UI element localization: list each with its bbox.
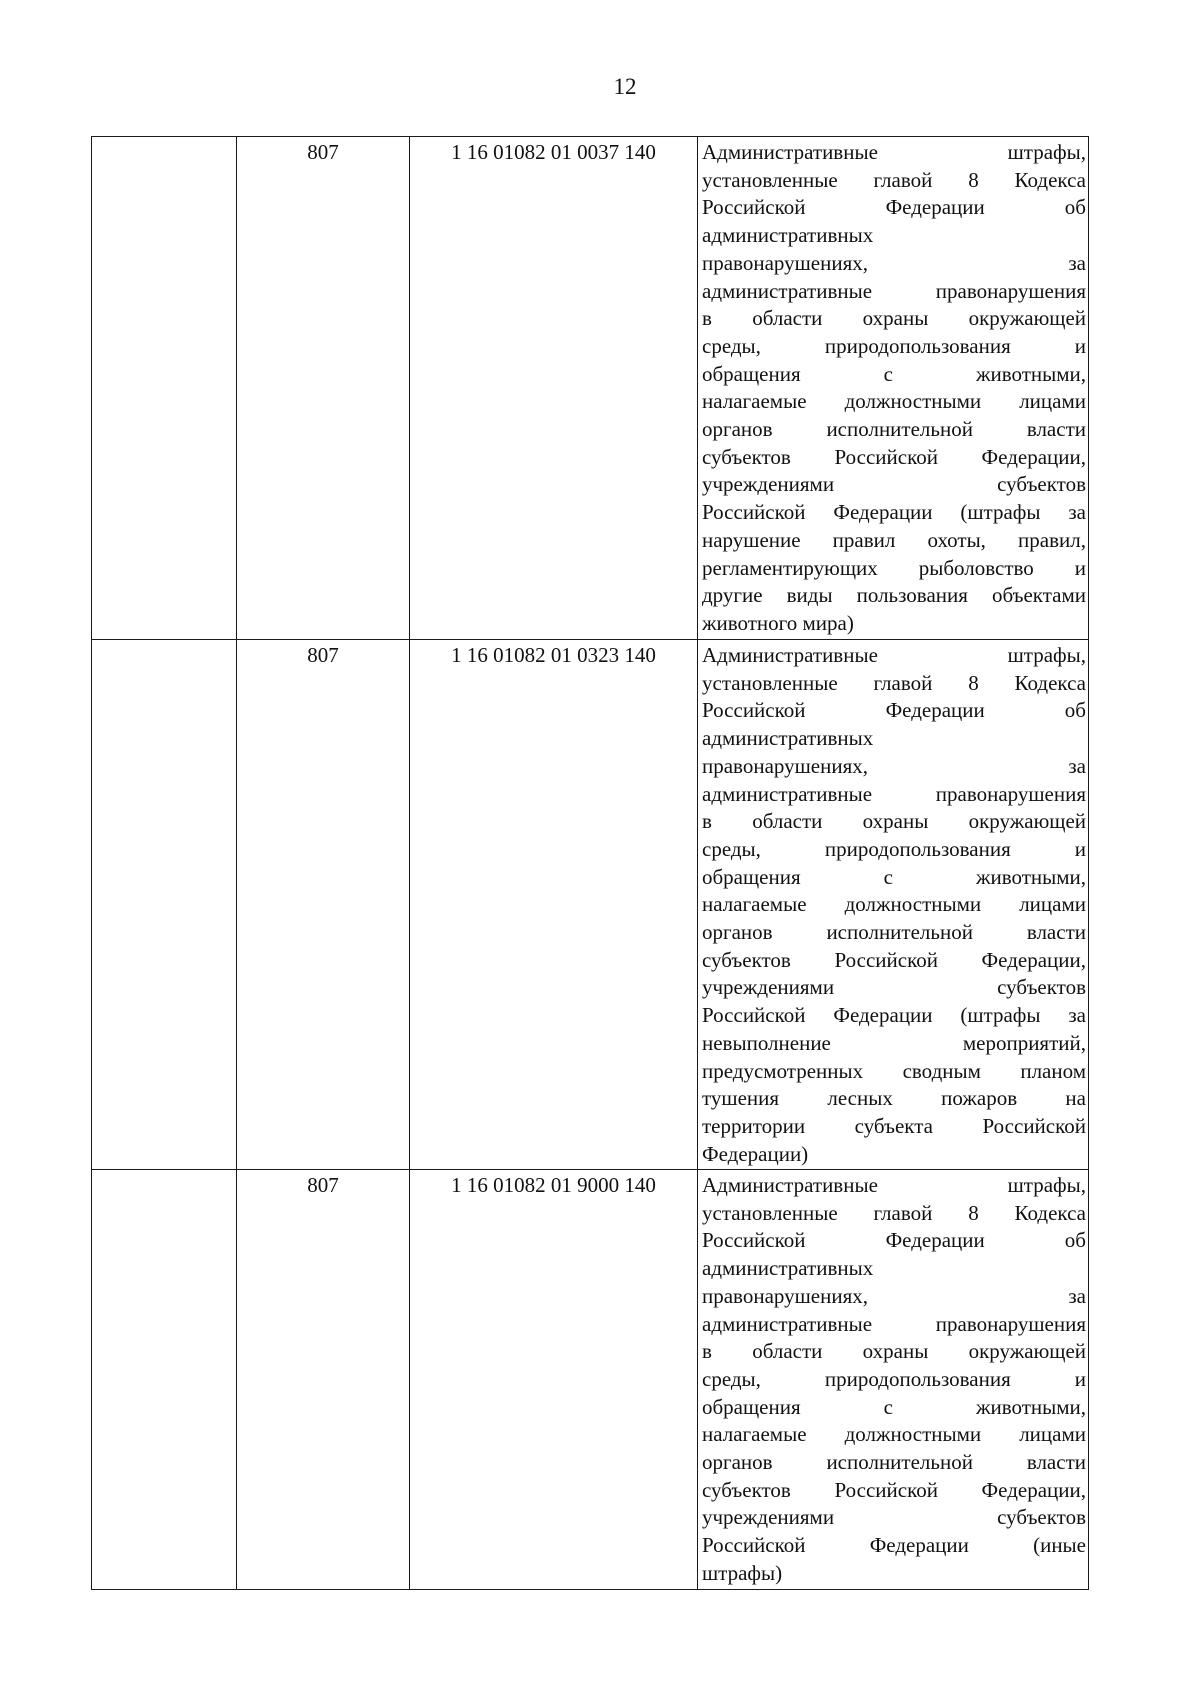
admin-code-cell: 807	[237, 137, 410, 640]
description-line: среды, природопользования и	[702, 836, 1086, 861]
description-line: установленные главой 8 Кодекса	[702, 1200, 1086, 1225]
description-line: Административные штрафы,	[702, 140, 1086, 164]
row-number-cell	[92, 640, 237, 1170]
table-body	[92, 137, 1089, 1590]
description-line: штрафы)	[702, 1560, 783, 1585]
description-line: налагаемые должностными лицами	[702, 389, 1086, 414]
description-line: налагаемые должностными лицами	[702, 892, 1086, 917]
description-line: другие виды пользования объектами	[702, 583, 1086, 608]
description-line: учреждениями субъектов	[702, 472, 1086, 497]
row-number-cell	[92, 1170, 237, 1590]
table-row	[92, 137, 1089, 640]
description-line: обращения с животными,	[702, 864, 1086, 889]
description-line: административные правонарушения	[702, 1311, 1086, 1336]
description-line: установленные главой 8 Кодекса	[702, 670, 1086, 695]
description-line: тушения лесных пожаров на	[702, 1086, 1086, 1111]
description-line: субъектов Российской Федерации,	[702, 1477, 1086, 1502]
description-line: Российской Федерации (штрафы за	[702, 1003, 1086, 1028]
description-line: обращения с животными,	[702, 361, 1086, 386]
description-line: административные правонарушения	[702, 278, 1086, 303]
description-line: административных	[702, 223, 874, 248]
description-line: административных	[702, 1256, 874, 1281]
kbk-code-cell: 1 16 01082 01 9000 140	[410, 1170, 698, 1590]
description-line: нарушение правил охоты, правил,	[702, 527, 1086, 552]
description-line: правонарушениях, за	[702, 753, 1086, 778]
row-number-cell	[92, 137, 237, 640]
description-cell	[698, 137, 1089, 640]
description-line: невыполнение мероприятий,	[702, 1030, 1086, 1055]
description-line: налагаемые должностными лицами	[702, 1422, 1086, 1447]
description-line: субъектов Российской Федерации,	[702, 444, 1086, 469]
budget-classification-table	[91, 136, 1089, 1590]
description-line: Российской Федерации об	[702, 195, 1086, 220]
description-line: территории субъекта Российской	[702, 1113, 1086, 1138]
description-line: предусмотренных сводным планом	[702, 1058, 1086, 1083]
description-line: Административные штрафы,	[702, 1173, 1086, 1197]
description-line: регламентирующих рыболовство и	[702, 555, 1086, 580]
page-number: 12	[613, 74, 637, 99]
description-line: субъектов Российской Федерации,	[702, 947, 1086, 972]
table-row	[92, 640, 1089, 1170]
kbk-code-cell: 1 16 01082 01 0323 140	[410, 640, 698, 1170]
description-line: административные правонарушения	[702, 781, 1086, 806]
description-line: правонарушениях, за	[702, 250, 1086, 275]
description-line: среды, природопользования и	[702, 333, 1086, 358]
description-line: Российской Федерации об	[702, 698, 1086, 723]
description-line: в области охраны окружающей	[702, 306, 1086, 331]
description-line: органов исполнительной власти	[702, 1450, 1086, 1475]
description-line: Российской Федерации об	[702, 1228, 1086, 1253]
admin-code-cell: 807	[237, 640, 410, 1170]
description-line: среды, природопользования и	[702, 1366, 1086, 1391]
description-line: обращения с животными,	[702, 1394, 1086, 1419]
description-line: административных	[702, 726, 874, 751]
description-line: животного мира)	[702, 610, 854, 635]
description-line: в области охраны окружающей	[702, 809, 1086, 834]
description-line: Административные штрафы,	[702, 643, 1086, 667]
description-cell	[698, 640, 1089, 1170]
admin-code-cell: 807	[237, 1170, 410, 1590]
description-line: установленные главой 8 Кодекса	[702, 167, 1086, 192]
description-line: Федерации)	[702, 1141, 809, 1166]
description-line: Российской Федерации (штрафы за	[702, 500, 1086, 525]
description-line: органов исполнительной власти	[702, 417, 1086, 442]
table-row	[92, 1170, 1089, 1590]
description-line: в области охраны окружающей	[702, 1339, 1086, 1364]
description-line: правонарушениях, за	[702, 1283, 1086, 1308]
description-line: учреждениями субъектов	[702, 975, 1086, 1000]
description-cell	[698, 1170, 1089, 1590]
description-line: органов исполнительной власти	[702, 920, 1086, 945]
description-line: учреждениями субъектов	[702, 1505, 1086, 1530]
description-line: Российской Федерации (иные	[702, 1533, 1086, 1558]
kbk-code-cell: 1 16 01082 01 0037 140	[410, 137, 698, 640]
